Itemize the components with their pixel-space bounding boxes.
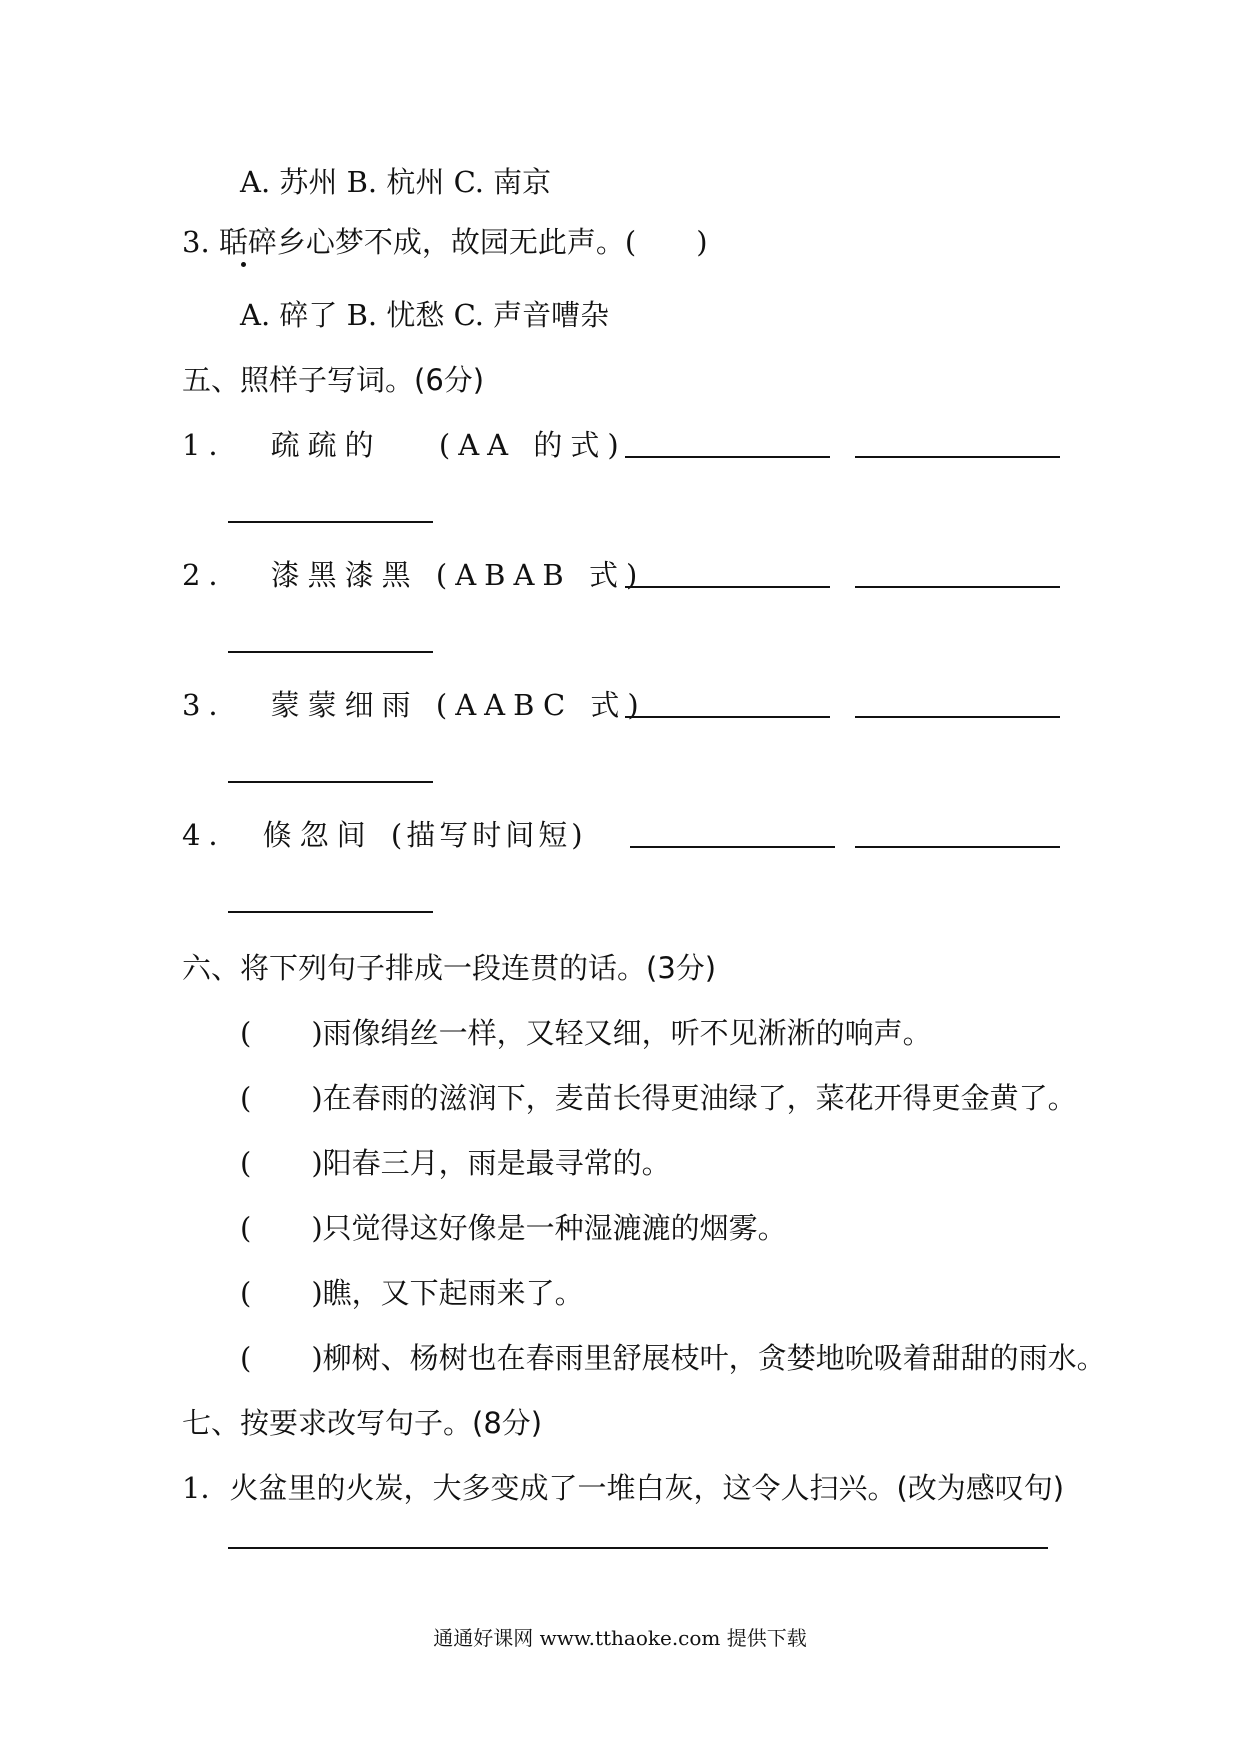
close-paren: ): [311, 1341, 323, 1375]
answer-blank[interactable]: [228, 651, 433, 653]
example-word: 疏疏的: [270, 428, 382, 462]
section5-item-1: [182, 425, 627, 465]
q4-item3-number: 3.: [182, 225, 210, 259]
pattern-hint: (AA 的式): [438, 428, 627, 462]
q4-item3-options: A. 碎了 B. 忧愁 C. 声音嘈杂: [240, 298, 610, 332]
q4-item2-options: A. 苏州 B. 杭州 C. 南京: [240, 165, 552, 199]
answer-blank[interactable]: [855, 716, 1060, 718]
sentence-item: [240, 1078, 1077, 1118]
section7-title: 七、按要求改写句子。(8分): [182, 1406, 543, 1440]
answer-blank[interactable]: [855, 586, 1060, 588]
open-paren: (: [240, 1211, 252, 1245]
sentence-item: [240, 1208, 787, 1248]
answer-blank[interactable]: [228, 781, 433, 783]
sentence-text: 只觉得这好像是一种湿漉漉的烟雾。: [322, 1211, 787, 1245]
page-footer: 通通好课网 www.tthaoke.com 提供下载: [433, 1626, 807, 1650]
open-paren: (: [240, 1081, 252, 1115]
open-paren: (: [240, 1146, 252, 1180]
example-word: 蒙蒙细雨: [270, 688, 419, 722]
close-paren: ): [311, 1211, 323, 1245]
sentence-text: 柳树、杨树也在春雨里舒展枝叶，贪婪地吮吸着甜甜的雨水。: [322, 1341, 1106, 1375]
item-number: 4．: [182, 818, 246, 852]
q4-item3-question: [182, 222, 708, 262]
answer-blank[interactable]: [228, 521, 433, 523]
answer-blank[interactable]: [228, 911, 433, 913]
sentence-item: [240, 1013, 932, 1053]
open-paren: (: [240, 1276, 252, 1310]
answer-line[interactable]: [228, 1547, 1048, 1549]
answer-blank[interactable]: [630, 846, 835, 848]
open-paren: (: [240, 1341, 252, 1375]
item-number: 1．: [182, 1471, 230, 1505]
q4-item3-sentence: 聒碎乡心梦不成，故园无此声。(: [218, 225, 637, 259]
item-sentence: 火盆里的火炭，大多变成了一堆白灰，这令人扫兴。: [229, 1471, 897, 1505]
section5-item-4: [182, 815, 587, 855]
item-instruction: (改为感叹句): [896, 1471, 1065, 1505]
example-word: 漆黑漆黑: [270, 558, 419, 592]
emphasis-dot: [241, 262, 246, 267]
sentence-text: 雨像绢丝一样，又轻又细，听不见淅淅的响声。: [322, 1016, 932, 1050]
item-number: 1．: [182, 428, 246, 462]
answer-blank[interactable]: [625, 586, 830, 588]
section6-title: 六、将下列句子排成一段连贯的话。(3分): [182, 951, 717, 985]
answer-blank[interactable]: [855, 456, 1060, 458]
section7-item-1: [182, 1468, 1064, 1508]
sentence-text: 在春雨的滋润下，麦苗长得更油绿了，菜花开得更金黄了。: [322, 1081, 1077, 1115]
close-paren: ): [311, 1276, 323, 1310]
item-number: 2．: [182, 558, 246, 592]
section5-title: 五、照样子写词。(6分): [182, 363, 485, 397]
example-word: 倏忽间: [262, 818, 374, 852]
sentence-text: 阳春三月，雨是最寻常的。: [322, 1146, 671, 1180]
q4-item3-close-paren: ): [696, 225, 708, 259]
sentence-item: [240, 1273, 584, 1313]
sentence-text: 瞧，又下起雨来了。: [322, 1276, 584, 1310]
answer-blank[interactable]: [855, 846, 1060, 848]
pattern-hint: (AABC 式): [435, 688, 647, 722]
close-paren: ): [311, 1081, 323, 1115]
close-paren: ): [311, 1016, 323, 1050]
open-paren: (: [240, 1016, 252, 1050]
section5-item-2: [182, 555, 645, 595]
item-number: 3．: [182, 688, 246, 722]
answer-blank[interactable]: [625, 716, 830, 718]
answer-blank[interactable]: [625, 456, 830, 458]
sentence-item: [240, 1338, 1106, 1378]
sentence-item: [240, 1143, 671, 1183]
pattern-hint: (描写时间短): [390, 818, 587, 852]
section5-item-3: [182, 685, 647, 725]
close-paren: ): [311, 1146, 323, 1180]
pattern-hint: (ABAB 式): [435, 558, 646, 592]
